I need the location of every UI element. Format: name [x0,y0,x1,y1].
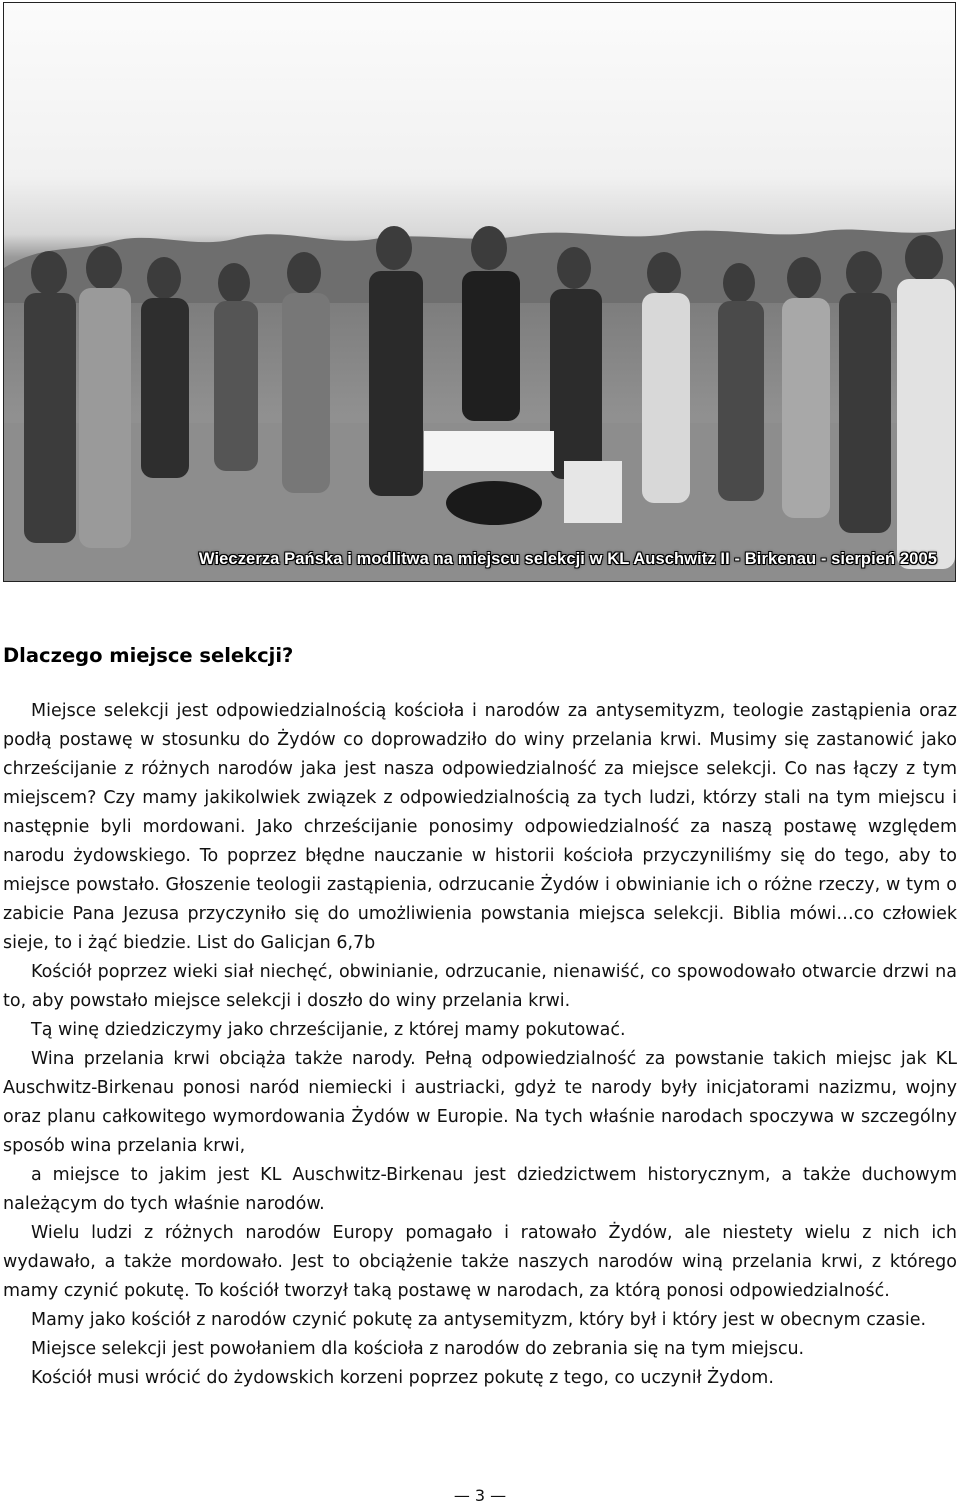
paragraph: Miejsce selekcji jest powołaniem dla kościoła z narodów do zebrania się na tym miejscu. [31,1339,805,1359]
photo-caption: Wieczerza Pańska i modlitwa na miejscu selekcji w KL Auschwitz II - Birkenau - sierpień 2005 [198,550,937,568]
page-number: — 3 — [453,1486,507,1505]
bag [446,481,542,525]
paragraph: Mamy jako kościół z narodów czynić pokutę za antysemityzm, który był i który jest w obecnym czasie. [31,1310,927,1330]
paragraph: Kościół musi wrócić do żydowskich korzeni poprzez pokutę z tego, co uczynił Żydom. [31,1368,774,1388]
box [564,461,622,523]
article-body [3,697,957,1393]
paragraph: Wielu ludzi z różnych narodów Europy pomagało i ratowało Żydów, ale niestety wielu z nich ich wydawało, a także mordowało. Jest to obciążenie także naszych narodów winą przelania krwi, z którego mamy czynić pokutę. To kościół tworzył taką postawę w narodach, za którą ponosi odpowiedzialność. [3,1223,957,1301]
paragraph: Miejsce selekcji jest odpowiedzialnością kościoła i narodów za antysemityzm, teologie zastąpienia oraz podłą postawę w stosunku do Żydów co doprowadziło do winy przelania krwi. Musimy się zastanowić jako chrześcijanie z różnych narodów jaka jest nasza odpowiedzialność za miejsce selekcji. Co nas łączy z tym miejscem? Czy mamy jakikolwiek związek z odpowiedzialnością za tych ludzi, którzy stali na tym miejscu i następnie byli mordowani. Jako chrześcijanie ponosimy odpowiedzialność za naszą postawę względem narodu żydowskiego. To poprzez błędne nauczanie w historii kościoła przyczyniliśmy się do tego, aby to miejsce powstało. Głoszenie teologii zastąpienia, odrzucanie Żydów i obwinianie ich o różne rzeczy, w tym o zabicie Pana Jezusa przyczyniło się do umożliwienia powstania miejsca selekcji. Biblia mówi…co człowiek sieje, to i żąć biedzie. List do Galicjan 6,7b [3,701,957,953]
altar-table [424,431,554,471]
photo-illustration [4,3,955,581]
paragraph: Wina przelania krwi obciąża także narody. Pełną odpowiedzialność za powstanie takich miejsc jak KL Auschwitz-Birkenau ponosi naród niemiecki i austriacki, gdyż te narody były inicjatorami nazizmu, wojny oraz planu całkowitego wymordowania Żydów w Europie. Na tych właśnie narodach spoczywa w szczególny sposób wina przelania krwi, [3,1049,957,1156]
paragraph: Kościół poprzez wieki siał niechęć, obwinianie, odrzucanie, nienawiść, co spowodowało otwarcie drzwi na to, aby powstało miejsce selekcji i doszło do winy przelania krwi. [3,962,957,1011]
paragraph: a miejsce to jakim jest KL Auschwitz-Birkenau jest dziedzictwem historycznym, a także duchowym należącym do tych właśnie narodów. [3,1165,957,1214]
paragraph: Tą winę dziedziczymy jako chrześcijanie, z której mamy pokutować. [31,1020,626,1040]
section-title: Dlaczego miejsce selekcji? [3,644,294,667]
group-photo [3,2,956,582]
